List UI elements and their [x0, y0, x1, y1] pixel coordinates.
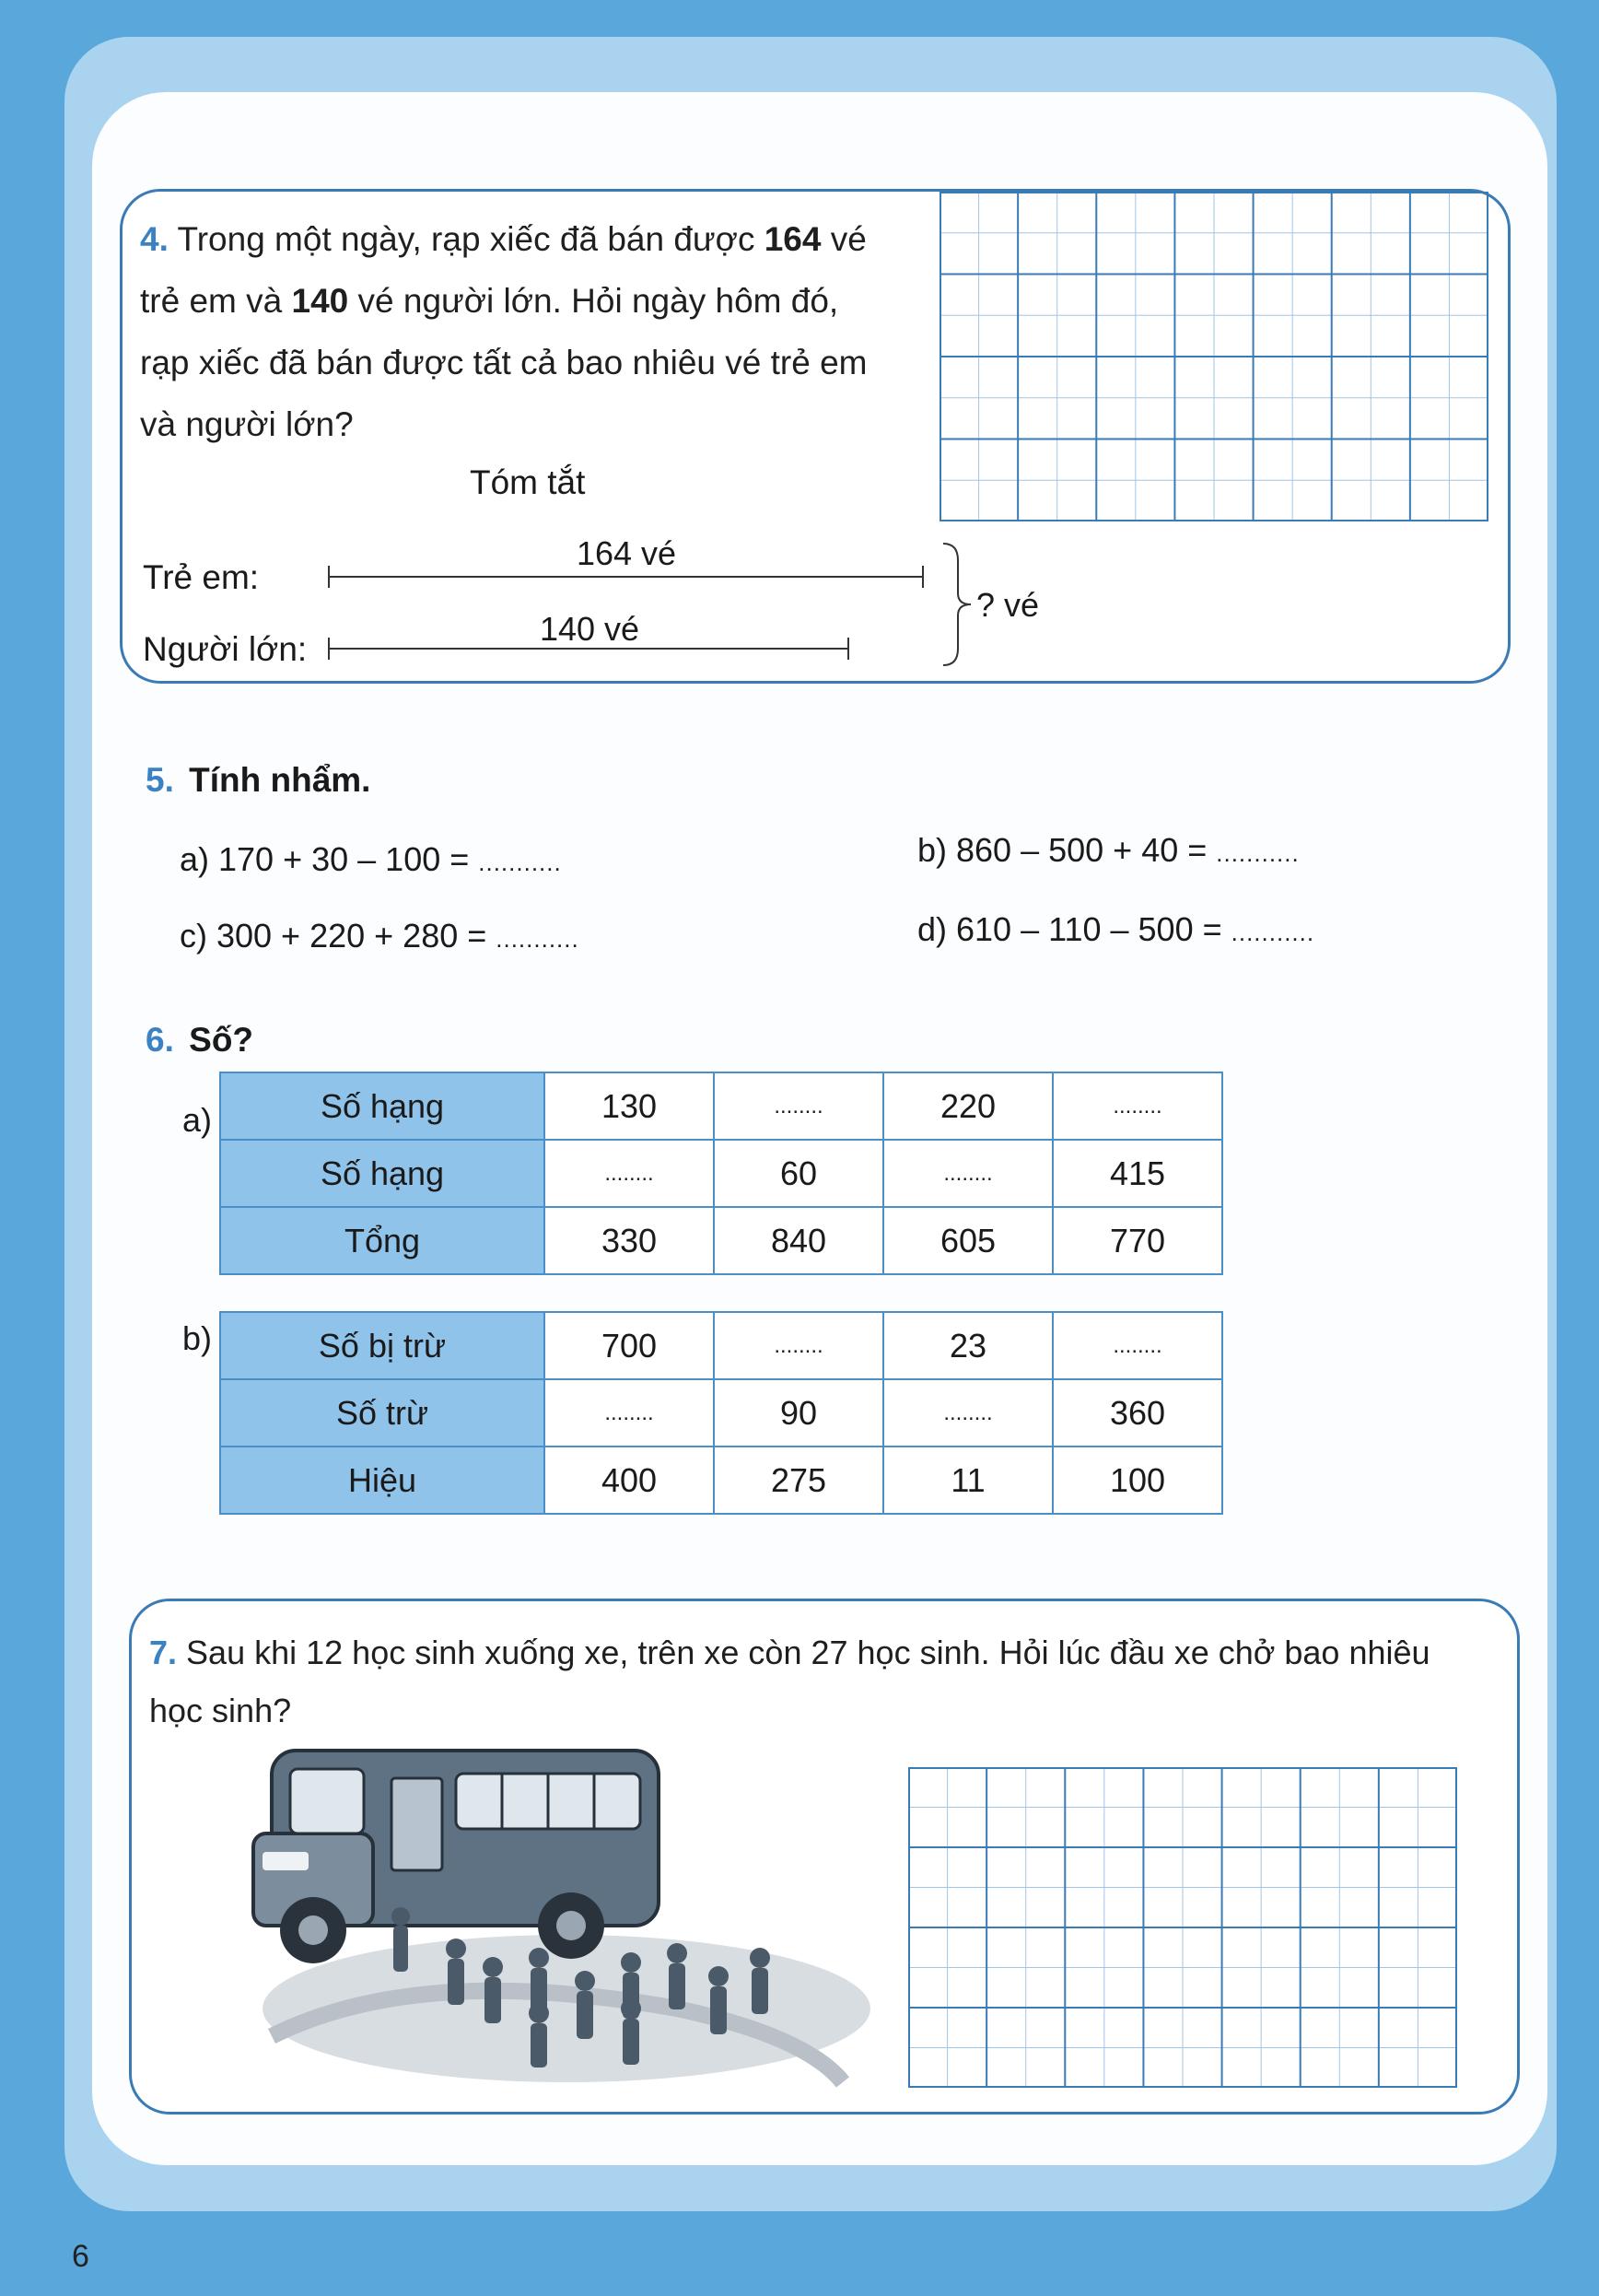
difference-table-value-cell: 360 — [1053, 1379, 1222, 1447]
difference-table-value-cell: 275 — [714, 1447, 883, 1514]
adult-segment — [329, 648, 848, 650]
exercise-7-line-1 — [149, 1622, 1430, 1683]
sum-table-row — [220, 1072, 1222, 1140]
sum-table-blank-cell[interactable]: ........ — [714, 1072, 883, 1140]
difference-table-value-cell: 100 — [1053, 1447, 1222, 1514]
exercise-6-title: Số? — [189, 1021, 254, 1059]
difference-table-row — [220, 1312, 1222, 1379]
difference-table-row-header: Hiệu — [220, 1447, 544, 1514]
child-segment — [329, 576, 923, 578]
calc-a-blank[interactable]: ........... — [478, 849, 562, 876]
adult-segment-end-tick — [847, 638, 849, 660]
sum-table — [219, 1072, 1223, 1275]
ex4-adult-count: 140 — [291, 282, 349, 320]
exercise-4-line-3: rạp xiếc đã bán được tất cả bao nhiêu vé trẻ em — [140, 344, 868, 381]
calc-b-blank[interactable]: ........... — [1216, 839, 1300, 867]
calc-c-expression: c) 300 + 220 + 280 = — [180, 917, 496, 955]
ex4-line2-end: vé người lớn. Hỏi ngày hôm đó, — [348, 282, 839, 320]
difference-table-row-header: Số bị trừ — [220, 1312, 544, 1379]
exercise-6-number: 6. — [146, 1021, 174, 1059]
sum-table-row — [220, 1140, 1222, 1207]
difference-table-row-header: Số trừ — [220, 1379, 544, 1447]
table-a-label: a) — [182, 1101, 213, 1139]
adult-segment-value: 140 vé — [539, 610, 640, 648]
sum-table-blank-cell[interactable]: ........ — [883, 1140, 1053, 1207]
sum-table-row — [220, 1207, 1222, 1274]
exercise-7-line-2: học sinh? — [149, 1692, 292, 1729]
child-segment-value: 164 vé — [576, 534, 677, 572]
ex4-line1-end: vé — [821, 220, 867, 258]
sum-table-row-header: Số hạng — [220, 1140, 544, 1207]
exercise-4-line-1 — [140, 208, 867, 270]
school-bus-illustration — [235, 1732, 880, 2096]
sum-table-value-cell: 840 — [714, 1207, 883, 1274]
sum-table-blank-cell[interactable]: ........ — [1053, 1072, 1222, 1140]
difference-table-blank-cell[interactable]: ........ — [544, 1379, 714, 1447]
calc-b-expression: b) 860 – 500 + 40 = — [917, 831, 1217, 869]
exercise-5-number: 5. — [146, 761, 174, 799]
difference-table-value-cell: 11 — [883, 1447, 1053, 1514]
difference-table-value-cell: 400 — [544, 1447, 714, 1514]
sum-table-value-cell: 220 — [883, 1072, 1053, 1140]
difference-table-blank-cell[interactable]: ........ — [883, 1379, 1053, 1447]
child-segment-start-tick — [328, 566, 330, 588]
sum-table-row-header: Số hạng — [220, 1072, 544, 1140]
sum-table-value-cell: 130 — [544, 1072, 714, 1140]
adult-label: Người lớn: — [143, 630, 308, 668]
total-brace — [940, 542, 976, 672]
difference-table-blank-cell[interactable]: ........ — [1053, 1312, 1222, 1379]
difference-table-value-cell: 700 — [544, 1312, 714, 1379]
sum-table-blank-cell[interactable]: ........ — [544, 1140, 714, 1207]
exercise-5-title: Tính nhẩm. — [189, 761, 371, 799]
sum-table-value-cell: 770 — [1053, 1207, 1222, 1274]
calc-d-expression: d) 610 – 110 – 500 = — [917, 910, 1231, 948]
sum-table-value-cell: 330 — [544, 1207, 714, 1274]
calc-a — [180, 840, 562, 879]
exercise-4-line-4: và người lớn? — [140, 405, 354, 443]
difference-table-value-cell: 23 — [883, 1312, 1053, 1379]
calc-c-blank[interactable]: ........... — [496, 925, 579, 953]
ex4-line1-text: Trong một ngày, rạp xiếc đã bán được — [177, 220, 764, 258]
calc-b — [917, 831, 1300, 870]
summary-title: Tóm tắt — [470, 463, 586, 501]
sum-table-row-header: Tổng — [220, 1207, 544, 1274]
adult-segment-start-tick — [328, 638, 330, 660]
exercise-4-number: 4. — [140, 220, 169, 258]
exercise-4-answer-grid — [940, 192, 1488, 521]
calc-c — [180, 917, 579, 955]
ex4-child-count: 164 — [764, 220, 822, 258]
child-segment-end-tick — [922, 566, 924, 588]
difference-table-value-cell: 90 — [714, 1379, 883, 1447]
difference-table-row — [220, 1447, 1222, 1514]
child-label: Trẻ em: — [143, 558, 260, 596]
sum-table-value-cell: 415 — [1053, 1140, 1222, 1207]
calc-d-blank[interactable]: ........... — [1231, 919, 1315, 946]
calc-a-expression: a) 170 + 30 – 100 = — [180, 840, 479, 878]
exercise-7-number: 7. — [149, 1634, 178, 1671]
table-b-label: b) — [182, 1319, 213, 1357]
sum-table-value-cell: 605 — [883, 1207, 1053, 1274]
difference-table — [219, 1311, 1223, 1515]
difference-table-blank-cell[interactable]: ........ — [714, 1312, 883, 1379]
ex4-line2-text: trẻ em và — [140, 282, 292, 320]
exercise-7-line1-text: Sau khi 12 học sinh xuống xe, trên xe còn 27 học sinh. Hỏi lúc đầu xe chở bao nhiêu — [186, 1634, 1430, 1671]
exercise-4-line-2 — [140, 270, 838, 332]
exercise-7-answer-grid — [908, 1767, 1457, 2088]
sum-table-value-cell: 60 — [714, 1140, 883, 1207]
calc-d — [917, 910, 1314, 949]
exercise-5-heading — [146, 761, 370, 800]
page-number: 6 — [72, 2239, 89, 2274]
exercise-6-heading — [146, 1021, 253, 1060]
difference-table-row — [220, 1379, 1222, 1447]
total-question: ? vé — [976, 586, 1040, 624]
